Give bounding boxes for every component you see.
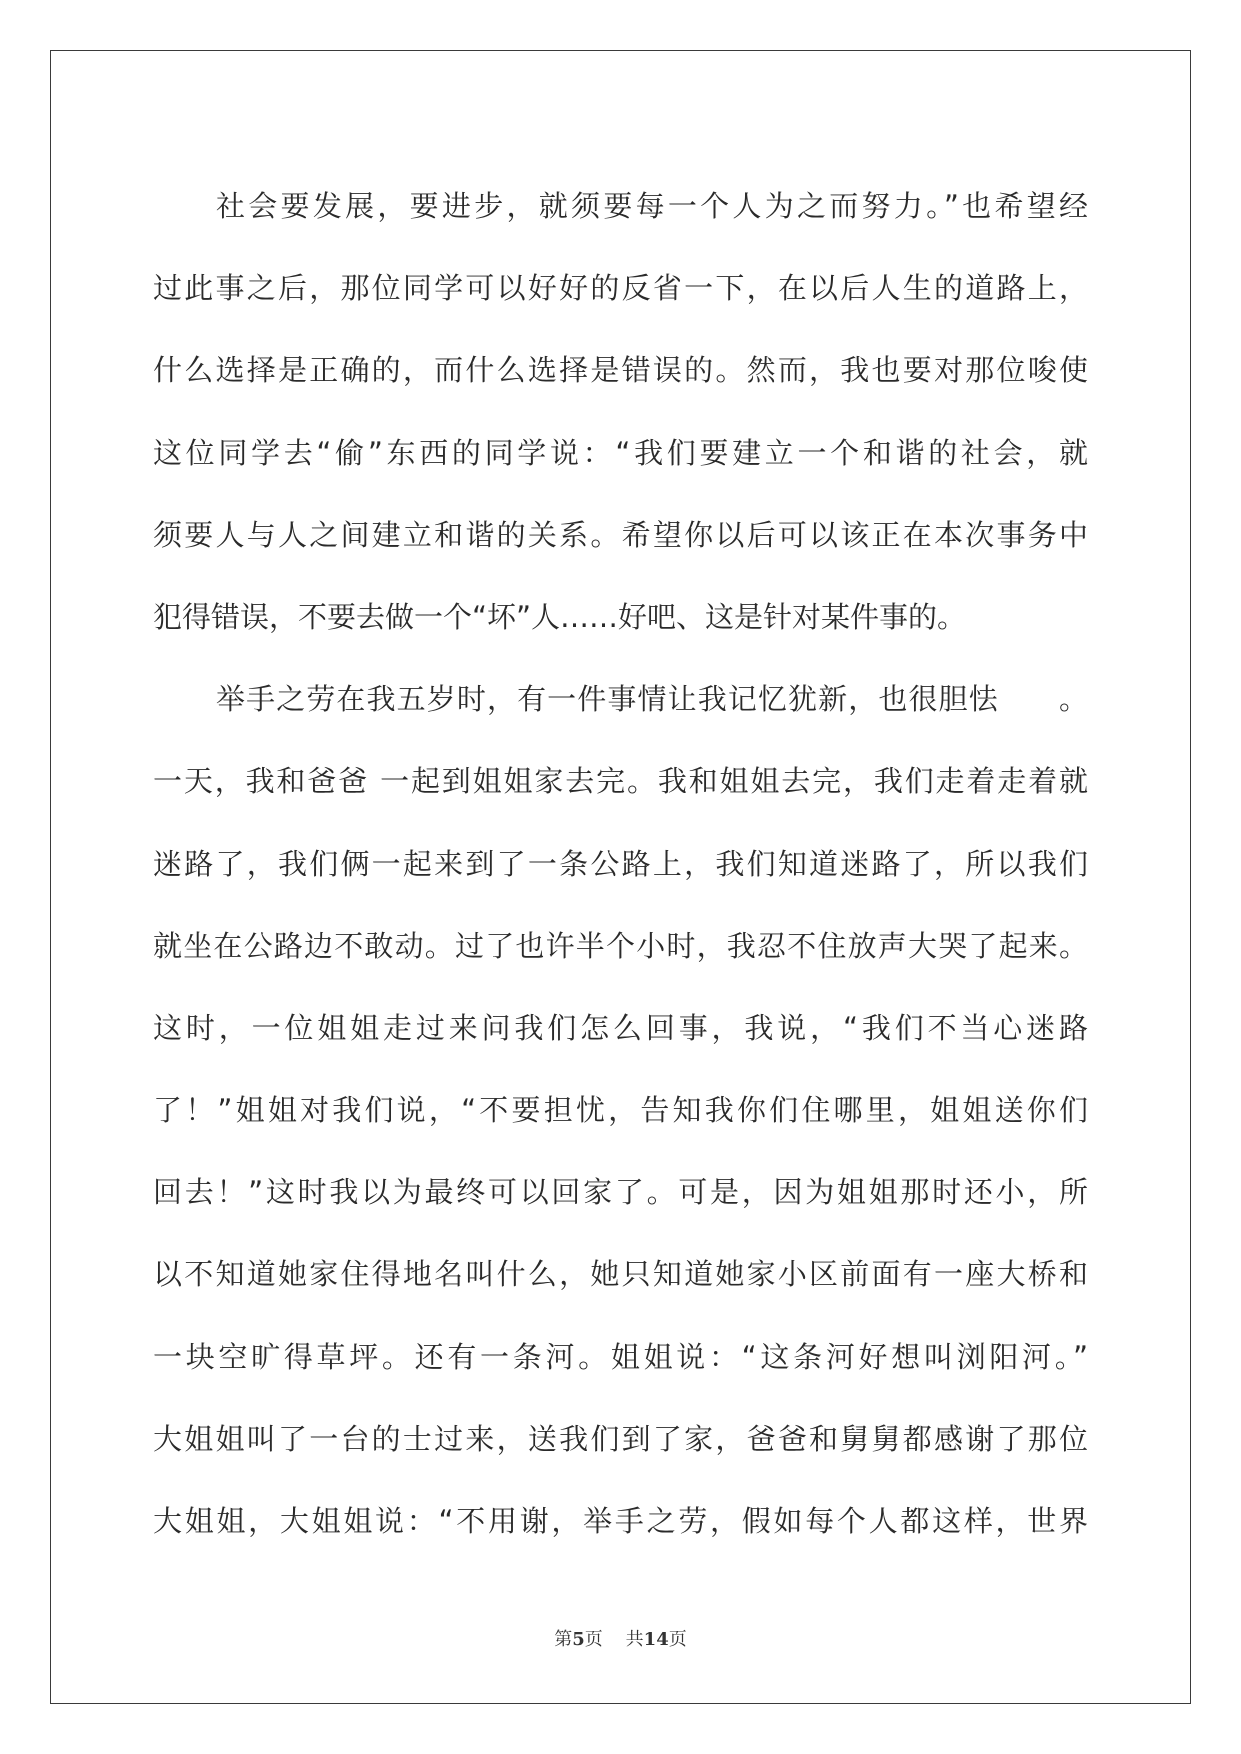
text-line: 以不知道她家住得地名叫什么，她只知道她家小区前面有一座大桥和 (153, 1257, 1088, 1292)
footer-total-prefix: 共 (625, 1629, 644, 1650)
footer-total-pages: 14 (643, 1629, 669, 1650)
text-line: 迷路了，我们俩一起来到了一条公路上，我们知道迷路了，所以我们 (153, 846, 1088, 881)
text-line: 一天，我和爸爸 一起到姐姐家去完。我和姐姐去完，我们走着走着就 (153, 764, 1088, 799)
text-line: 举手之劳在我五岁时，有一件事情让我记忆犹新，也很胆怯 。 (216, 682, 1088, 717)
page-footer (0, 1625, 1241, 1651)
text-line: 须要人与人之间建立和谐的关系。希望你以后可以该正在本次事务中 (153, 517, 1088, 552)
text-line: 什么选择是正确的，而什么选择是错误的。然而，我也要对那位唆使 (153, 353, 1088, 388)
text-line: 犯得错误，不要去做一个“坏”人……好吧、这是针对某件事的。 (153, 599, 967, 634)
text-line: 了！”姐姐对我们说，“不要担忧，告知我你们住哪里，姐姐送你们 (153, 1093, 1088, 1128)
text-line: 就坐在公路边不敢动。过了也许半个小时，我忍不住放声大哭了起来。 (153, 928, 1088, 963)
text-line: 这位同学去“偷”东西的同学说：“我们要建立一个和谐的社会，就 (153, 435, 1088, 470)
footer-page-number: 5 (572, 1629, 585, 1650)
text-line: 一块空旷得草坪。还有一条河。姐姐说：“这条河好想叫浏阳河。” (153, 1339, 1088, 1374)
text-line: 大姐姐叫了一台的士过来，送我们到了家，爸爸和舅舅都感谢了那位 (153, 1421, 1088, 1456)
text-line: 回去！”这时我以为最终可以回家了。可是，因为姐姐那时还小，所 (153, 1175, 1088, 1210)
body-text (153, 165, 1088, 1562)
footer-page-prefix: 第 (554, 1629, 573, 1650)
footer-page-suffix: 页 (584, 1629, 603, 1650)
text-line: 这时，一位姐姐走过来问我们怎么回事，我说，“我们不当心迷路 (153, 1010, 1088, 1045)
text-line: 过此事之后，那位同学可以好好的反省一下，在以后人生的道路上， (153, 271, 1088, 306)
text-line: 大姐姐，大姐姐说：“不用谢，举手之劳，假如每个人都这样，世界 (153, 1504, 1088, 1538)
text-line: 社会要发展，要进步，就须要每一个人为之而努力。”也希望经 (216, 189, 1088, 223)
footer-total-suffix: 页 (668, 1629, 687, 1650)
